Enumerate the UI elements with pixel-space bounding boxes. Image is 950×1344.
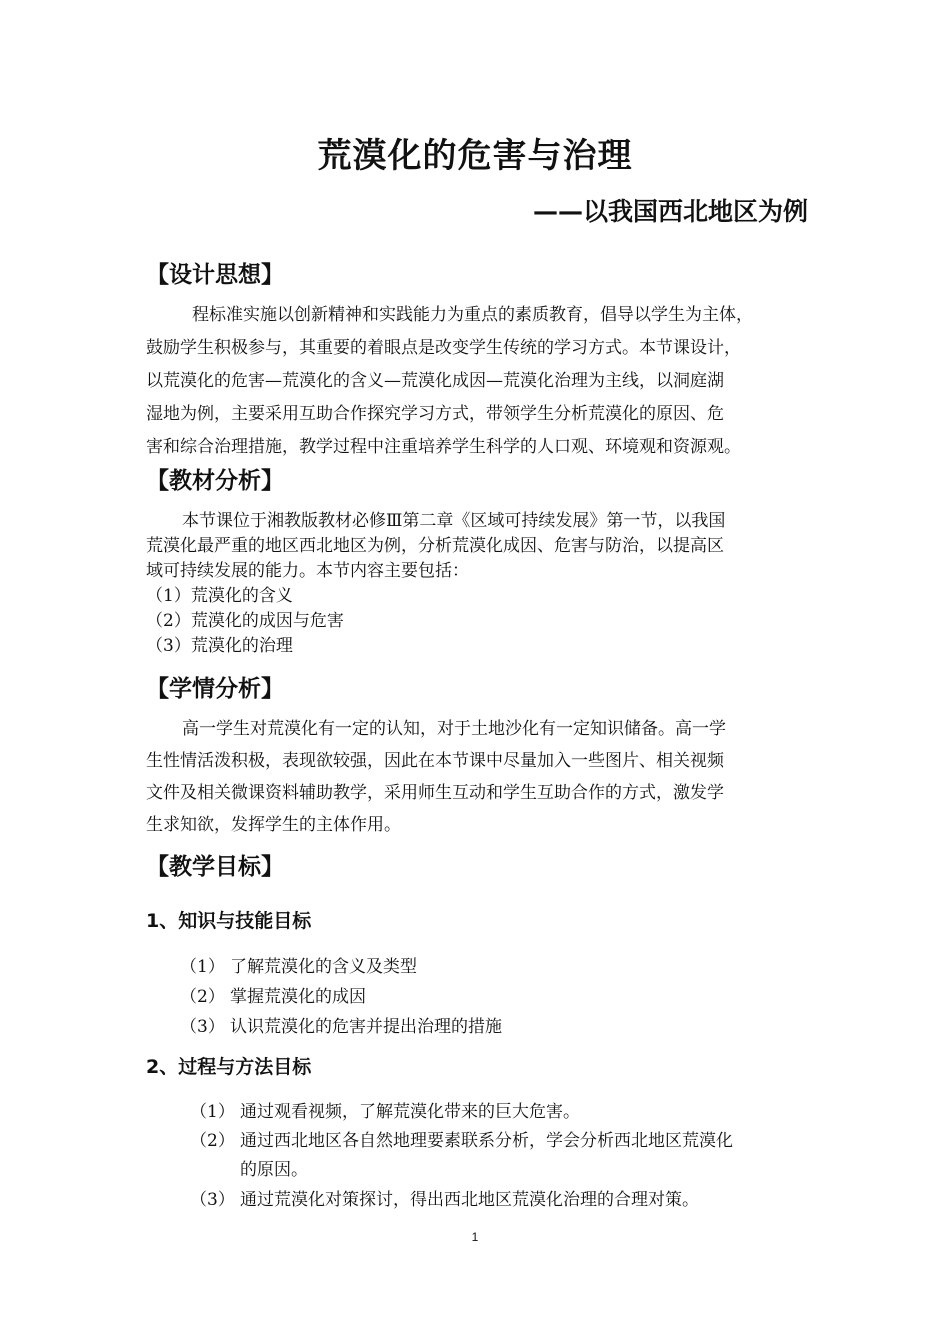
paragraph-line: 湿地为例，主要采用互助合作探究学习方式，带领学生分析荒漠化的原因、危 — [146, 404, 724, 424]
paragraph-line: 本节课位于湘教版教材必修Ⅲ第二章《区域可持续发展》第一节，以我国 — [182, 511, 726, 531]
item-text: 掌握荒漠化的成因 — [230, 987, 366, 1007]
item-number: （1） — [190, 1102, 235, 1122]
paragraph-line: 文件及相关微课资料辅助教学，采用师生互动和学生互助合作的方式，激发学 — [146, 783, 724, 803]
item-number: （3） — [190, 1190, 235, 1210]
paragraph-line: 生求知欲，发挥学生的主体作用。 — [146, 815, 401, 835]
paragraph-line: 害和综合治理措施，教学过程中注重培养学生科学的人口观、环境观和资源观。 — [146, 437, 741, 457]
knowledge-goal-item — [180, 982, 366, 1007]
paragraph-line: 以荒漠化的危害—荒漠化的含义—荒漠化成因—荒漠化治理为主线，以洞庭湖 — [146, 371, 724, 391]
subheading-process: 2、过程与方法目标 — [146, 1056, 312, 1078]
page-number: 1 — [471, 1230, 479, 1244]
paragraph-line: 程标准实施以创新精神和实践能力为重点的素质教育，倡导以学生为主体， — [192, 305, 753, 325]
item-number: （2） — [190, 1131, 235, 1151]
paragraph-line: 荒漠化最严重的地区西北地区为例，分析荒漠化成因、危害与防治，以提高区 — [146, 536, 724, 556]
item-number: （1） — [180, 957, 225, 977]
item-text: 通过观看视频，了解荒漠化带来的巨大危害。 — [240, 1102, 580, 1122]
paragraph-line: 鼓励学生积极参与，其重要的着眼点是改变学生传统的学习方式。本节课设计， — [146, 338, 741, 358]
knowledge-goal-item — [180, 1012, 502, 1037]
item-text: 通过西北地区各自然地理要素联系分析，学会分析西北地区荒漠化 — [240, 1131, 733, 1151]
list-item: （1）荒漠化的含义 — [146, 586, 293, 606]
paragraph-line: 域可持续发展的能力。本节内容主要包括： — [146, 561, 469, 581]
subheading-knowledge: 1、知识与技能目标 — [146, 910, 312, 932]
material-paragraph — [146, 509, 814, 659]
item-text: 通过荒漠化对策探讨，得出西北地区荒漠化治理的合理对策。 — [240, 1190, 699, 1210]
knowledge-goal-item — [180, 952, 417, 977]
list-item: （3）荒漠化的治理 — [146, 636, 293, 656]
document-subtitle: ——以我国西北地区为例 — [532, 197, 808, 226]
list-item: （2）荒漠化的成因与危害 — [146, 611, 344, 631]
process-goal-item-continuation: 的原因。 — [240, 1160, 308, 1180]
process-goal-item — [190, 1126, 733, 1151]
section-heading-material: 【教材分析】 — [146, 468, 284, 494]
design-paragraph — [146, 299, 814, 464]
section-heading-design: 【设计思想】 — [146, 262, 284, 288]
item-text: 认识荒漠化的危害并提出治理的措施 — [230, 1017, 502, 1037]
item-number: （3） — [180, 1017, 225, 1037]
paragraph-line: 高一学生对荒漠化有一定的认知，对于土地沙化有一定知识储备。高一学 — [182, 719, 726, 739]
students-paragraph — [146, 713, 814, 841]
process-goal-item — [190, 1185, 699, 1210]
section-heading-goals: 【教学目标】 — [146, 854, 284, 880]
paragraph-line: 生性情活泼积极，表现欲较强，因此在本节课中尽量加入一些图片、相关视频 — [146, 751, 724, 771]
item-number: （2） — [180, 987, 225, 1007]
section-heading-students: 【学情分析】 — [146, 676, 284, 702]
item-text: 了解荒漠化的含义及类型 — [230, 957, 417, 977]
process-goal-item — [190, 1097, 580, 1122]
document-title: 荒漠化的危害与治理 — [317, 136, 633, 176]
